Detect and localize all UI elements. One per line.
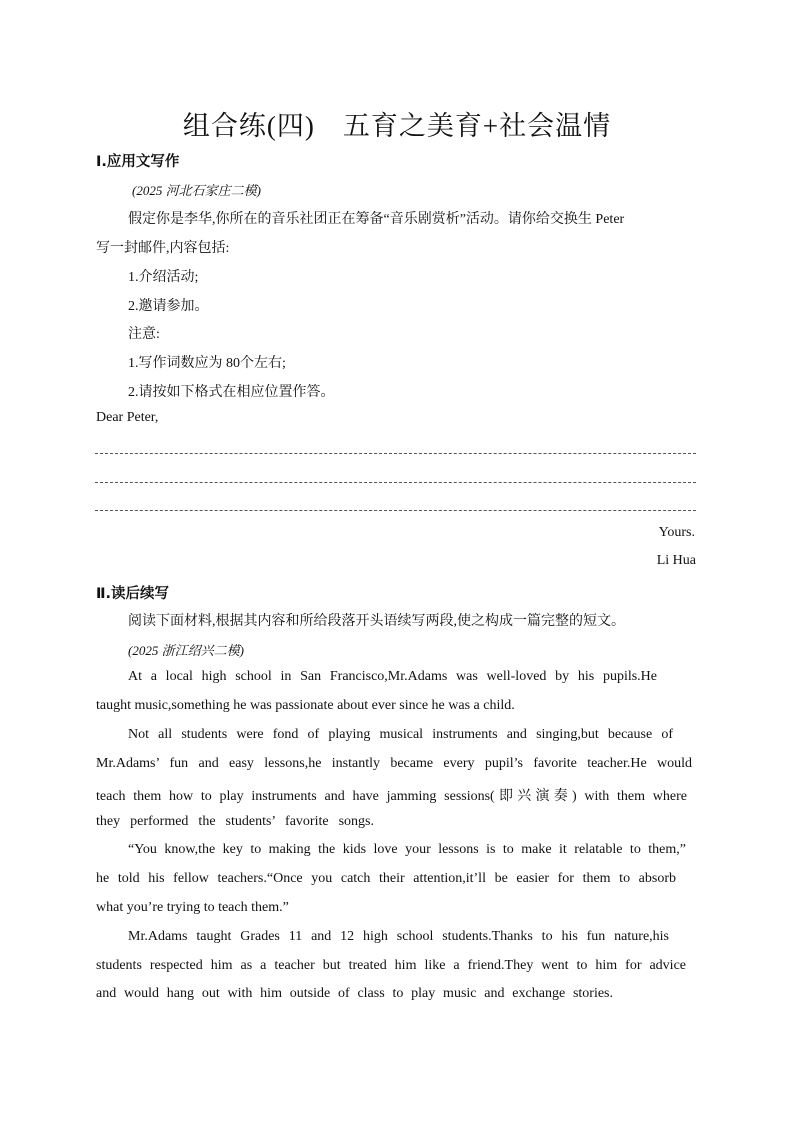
- task-item-2: 2.邀请参加。: [128, 299, 209, 314]
- passage-line: Mr.Adams’ fun and easy lessons,he instantly became every pupil’s favorite teacher.He would: [96, 756, 692, 771]
- continuation-instruction: 阅读下面材料,根据其内容和所给段落开头语续写两段,使之构成一篇完整的短文。: [128, 614, 625, 629]
- passage-line: what you’re trying to teach them.”: [96, 900, 289, 915]
- answer-line-2[interactable]: [95, 482, 696, 483]
- section-heading-writing: Ⅰ.应用文写作: [96, 154, 180, 170]
- answer-line-1[interactable]: [95, 453, 696, 454]
- passage-line: students respected him as a teacher but treated him like a friend.They went to him for advice: [96, 958, 686, 973]
- task-text-line-1: 假定你是李华,你所在的音乐社团正在筹备“音乐剧赏析”活动。请你给交换生 Peter: [128, 212, 625, 227]
- note-item-2: 2.请按如下格式在相应位置作答。: [128, 385, 335, 400]
- letter-signature: Li Hua: [656, 553, 696, 568]
- passage-line: he told his fellow teachers.“Once you catch their attention,it’ll be easier for them to absorb: [96, 871, 676, 886]
- passage-line: “You know,the key to making the kids love your lessons is to make it relatable to them,”: [128, 842, 686, 857]
- passage-line: At a local high school in San Francisco,Mr.Adams was well-loved by his pupils.He: [128, 669, 657, 684]
- answer-line-3[interactable]: [95, 510, 696, 511]
- passage-line: Not all students were fond of playing musical instruments and singing,but because of: [128, 727, 673, 742]
- passage-line: Mr.Adams taught Grades 11 and 12 high school students.Thanks to his fun nature,his: [128, 929, 669, 944]
- note-item-1: 1.写作词数应为 80个左右;: [128, 356, 286, 371]
- source-note-2: (2025 浙江绍兴二模): [128, 643, 244, 658]
- letter-closing: Yours.: [658, 525, 695, 540]
- passage-line: they performed the students’ favorite songs.: [96, 814, 374, 829]
- passage-line: teach them how to play instruments and have jamming sessions(即兴演奏) with them where: [96, 789, 687, 804]
- task-text-line-2: 写一封邮件,内容包括:: [96, 241, 230, 256]
- section-heading-continuation: Ⅱ.读后续写: [96, 586, 170, 602]
- source-note-1: (2025 河北石家庄二模): [132, 183, 261, 198]
- page-title: 组合练(四) 五育之美育+社会温情: [182, 111, 612, 141]
- letter-salutation: Dear Peter,: [96, 410, 159, 425]
- passage-line: taught music,something he was passionate about ever since he was a child.: [96, 698, 515, 713]
- task-item-1: 1.介绍活动;: [128, 270, 199, 285]
- passage-line: and would hang out with him outside of class to play music and exchange stories.: [96, 986, 613, 1001]
- note-label: 注意:: [128, 327, 160, 342]
